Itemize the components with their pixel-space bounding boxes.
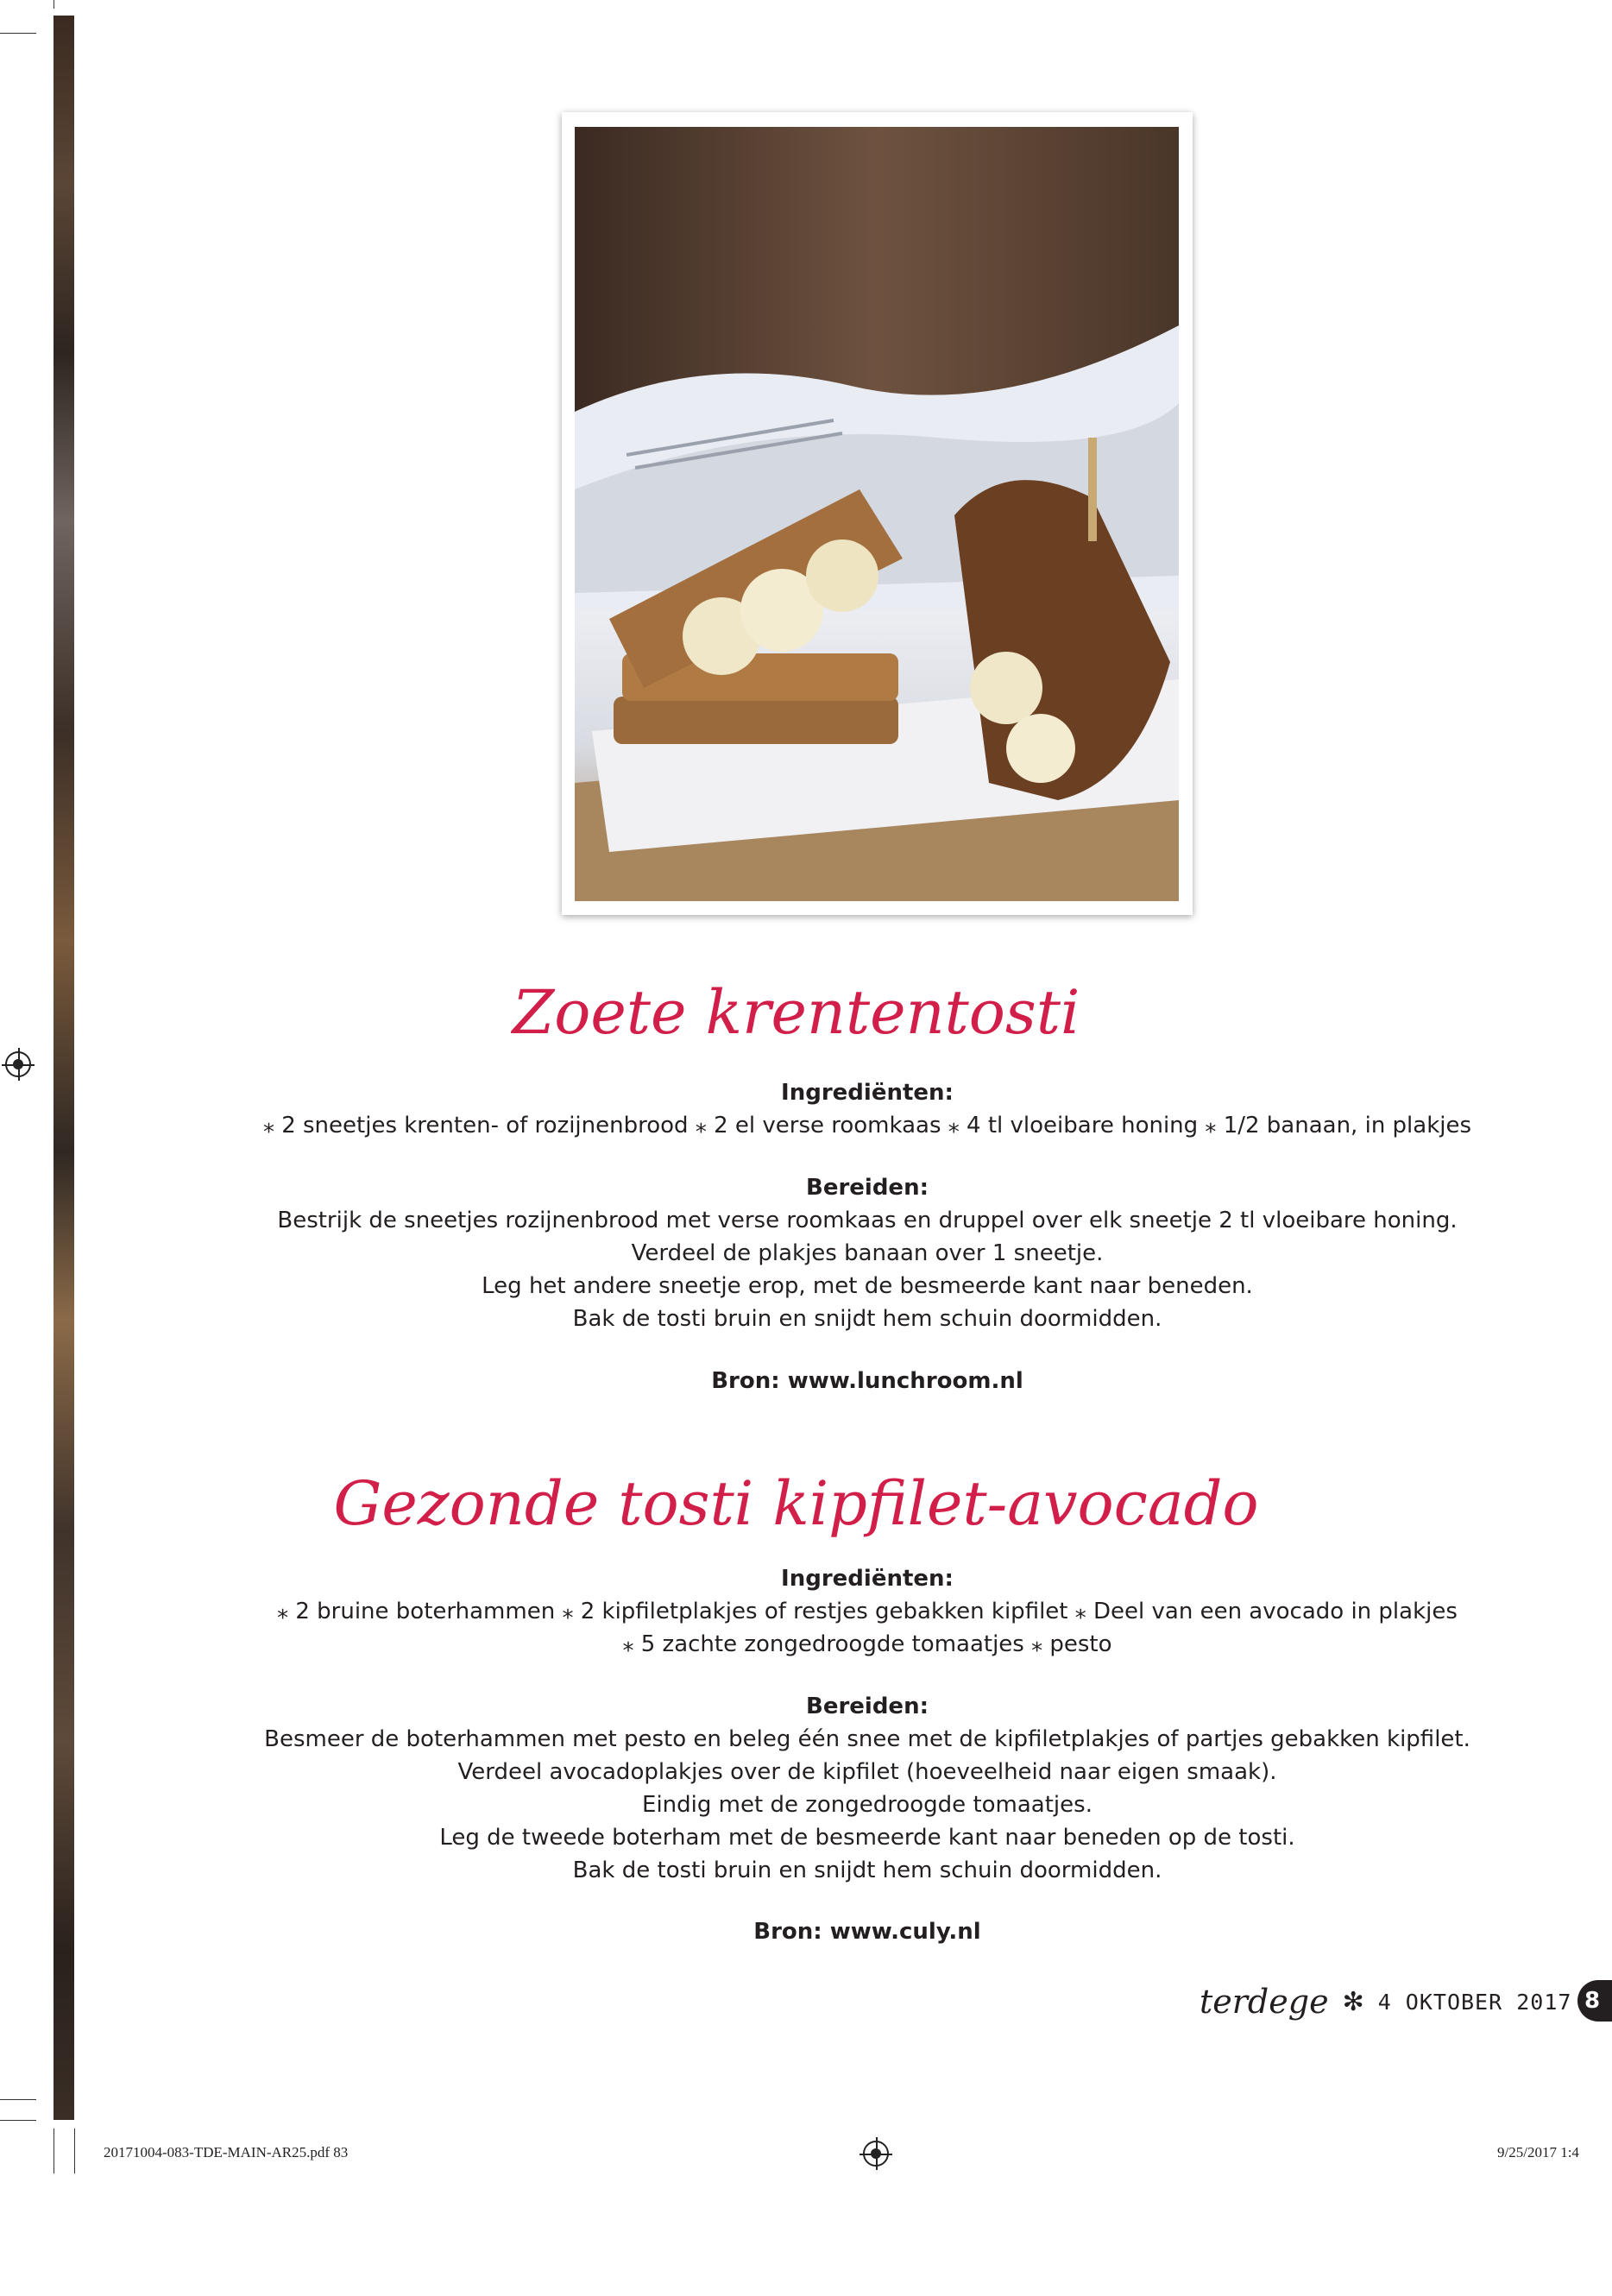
instruction-step: Verdeel de plakjes banaan over 1 sneetje. [631, 1240, 1104, 1266]
instruction-step: Bak de tosti bruin en snijdt hem schuin doormidden. [572, 1306, 1162, 1332]
previous-page-bleed [54, 16, 74, 2120]
recipe-source: Bron: www.culy.nl [753, 1919, 981, 1945]
registration-mark-left [5, 1051, 31, 1077]
ingredients-section [259, 1076, 1476, 1142]
tosti-photo-illustration [575, 127, 1179, 901]
instruction-step: Bestrijk de sneetjes rozijnenbrood met verse roomkaas en druppel over elk sneetje 2 tl vloeibare honing. [277, 1208, 1458, 1233]
crop-mark-bottom-left-h2 [0, 2120, 36, 2121]
page-number: 8 [1577, 1980, 1612, 2022]
ingredients-line: ⁎ 5 zachte zongedroogde tomaatjes ⁎ pesto [622, 1631, 1112, 1657]
crop-mark-bottom-left-v2 [74, 2129, 75, 2173]
instructions-section [259, 1690, 1476, 1887]
instructions-heading: Bereiden: [806, 1175, 929, 1201]
instructions-section [259, 1171, 1476, 1335]
instruction-step: Verdeel avocadoplakjes over de kipfilet (hoeveelheid naar eigen smaak). [457, 1759, 1277, 1785]
print-slug-timestamp: 9/25/2017 1:4 [1497, 2144, 1579, 2160]
print-slug-file: 20171004-083-TDE-MAIN-AR25.pdf 83 [104, 2144, 349, 2160]
instruction-step: Leg het andere sneetje erop, met de besmeerde kant naar beneden. [482, 1273, 1253, 1299]
ingredients-line: ⁎ 2 sneetjes krenten- of rozijnenbrood ⁎ 2 el verse roomkaas ⁎ 4 tl vloeibare honing ⁎ 1/2 banaan, in plakjes [262, 1113, 1472, 1139]
instruction-step: Bak de tosti bruin en snijdt hem schuin doormidden. [572, 1858, 1162, 1883]
recipe-photo-frame [562, 112, 1193, 915]
instruction-step: Leg de tweede boterham met de besmeerde kant naar beneden op de tosti. [439, 1825, 1295, 1851]
registration-mark-bottom [863, 2141, 889, 2167]
ingredients-heading: Ingrediënten: [781, 1080, 954, 1106]
instruction-step: Eindig met de zongedroogde tomaatjes. [642, 1792, 1093, 1818]
instruction-step: Besmeer de boterhammen met pesto en beleg één snee met de kipfiletplakjes of partjes gebakken kipfilet. [264, 1726, 1470, 1752]
ingredients-section [259, 1562, 1476, 1661]
crop-mark-bottom-left-h [0, 2099, 36, 2100]
ingredients-line: ⁎ 2 bruine boterhammen ⁎ 2 kipfiletplakjes of restjes gebakken kipfilet ⁎ Deel van een avocado in plakjes [277, 1599, 1458, 1624]
food-photo-icon [575, 127, 1179, 901]
issue-date: 4 OKTOBER 2017 [1377, 1989, 1572, 2015]
asterisk-icon: ✻ [1342, 1986, 1364, 2017]
recipe-title: Gezonde tosti kipfilet-avocado [333, 1468, 1259, 1539]
recipe-title: Zoete krententosti [512, 977, 1080, 1048]
crop-mark-top-left-h [0, 33, 36, 34]
ingredients-heading: Ingrediënten: [781, 1566, 954, 1592]
recipe-source: Bron: www.lunchroom.nl [711, 1368, 1023, 1394]
magazine-footer [1200, 1980, 1572, 2023]
instructions-heading: Bereiden: [806, 1694, 929, 1719]
magazine-logo: terdege [1200, 1983, 1329, 2021]
